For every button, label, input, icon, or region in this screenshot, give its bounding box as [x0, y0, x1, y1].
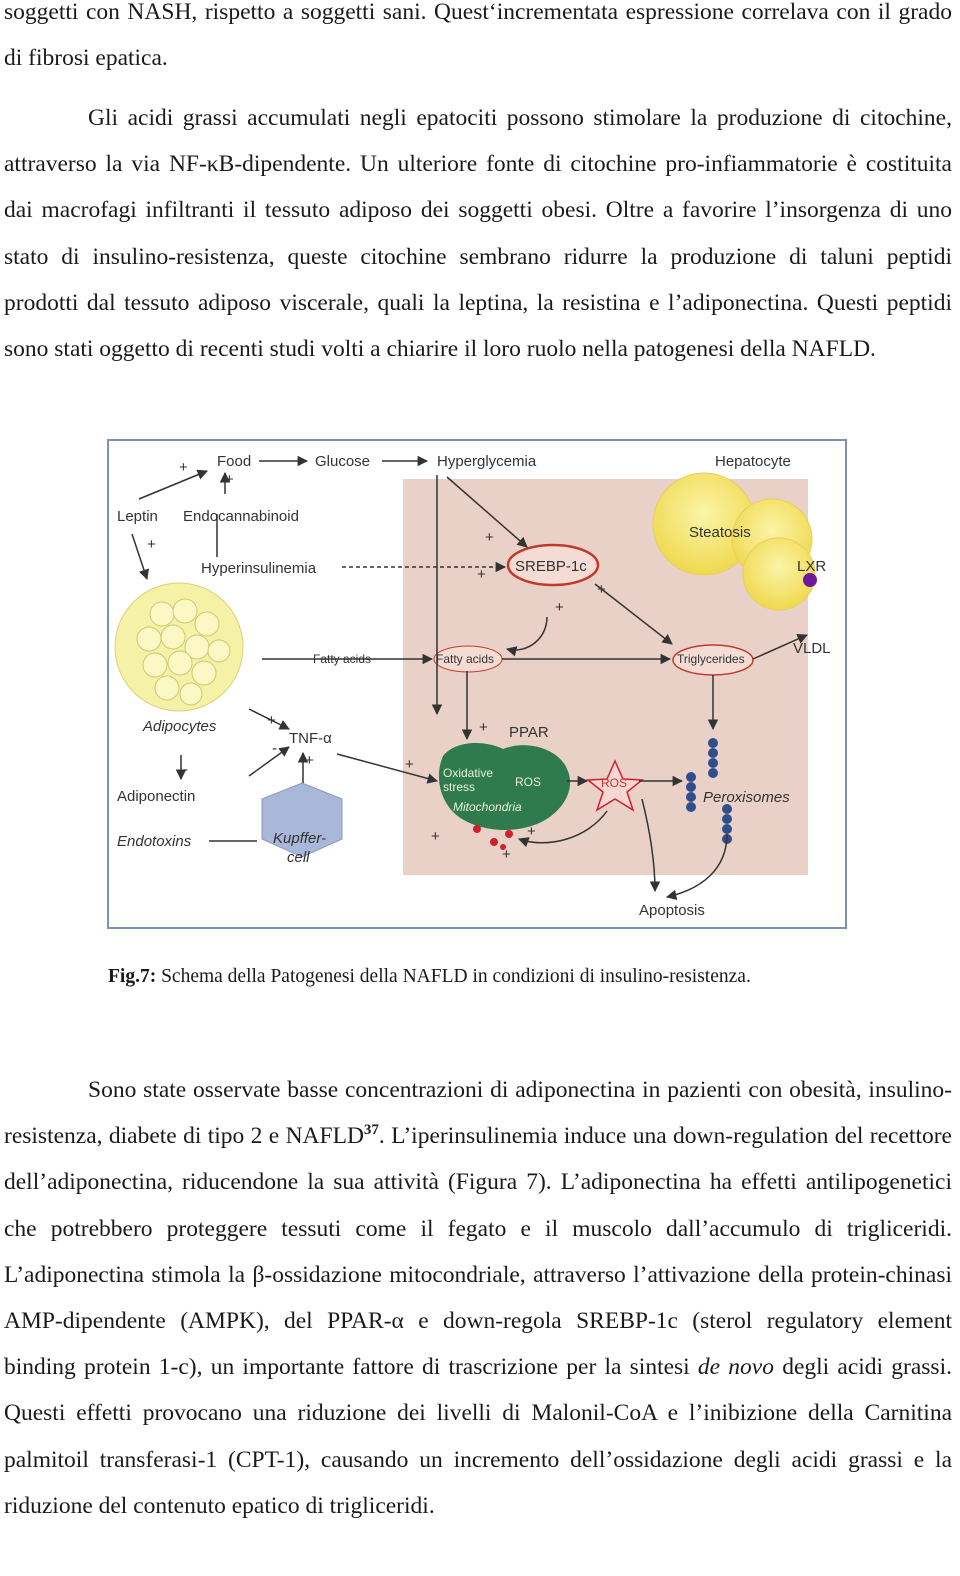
label-stress: stress: [443, 780, 476, 794]
paragraph-2: [4, 95, 952, 372]
svg-text:+: +: [479, 719, 488, 736]
label-fatty-acids-right: Fatty acids: [436, 652, 495, 666]
svg-text:+: +: [431, 828, 440, 845]
label-ppar: PPAR: [509, 724, 549, 741]
label-kupffer-1: Kupffer-: [273, 830, 327, 847]
label-adipocytes: Adipocytes: [143, 718, 217, 735]
paragraph-3-text-c: degli acidi grassi. Questi effetti provocano una riduzione dei livelli di Malonil-CoA e l’inibizione della Carnitina palmitoil transferasi-1 (CPT-1), causando un incremento dell’ossidazione degli acidi grassi e la riduzione del contenuto epatico di trigliceridi.: [4, 1354, 952, 1519]
svg-text:-: -: [183, 761, 188, 778]
lxr-marker: [803, 573, 817, 587]
svg-text:+: +: [527, 823, 536, 840]
label-apoptosis: Apoptosis: [639, 902, 705, 919]
label-tnf: TNF-α: [289, 730, 332, 747]
svg-text:+: +: [405, 756, 414, 773]
svg-text:+: +: [267, 712, 276, 729]
figure-caption: [108, 966, 751, 988]
label-vldl: VLDL: [793, 640, 831, 657]
label-hyperglycemia: Hyperglycemia: [437, 453, 537, 470]
label-fatty-acids-left: Fatty acids: [313, 652, 372, 666]
paragraph-3: [4, 1067, 952, 1529]
label-ros-inner: ROS: [515, 775, 542, 789]
label-endotoxins: Endotoxins: [117, 833, 192, 850]
svg-text:-: -: [272, 740, 277, 757]
svg-text:+: +: [502, 846, 511, 863]
svg-text:+: +: [555, 599, 564, 616]
label-steatosis: Steatosis: [689, 524, 751, 541]
svg-text:+: +: [147, 536, 156, 553]
paragraph-3-italic: de novo: [697, 1354, 774, 1381]
svg-text:+: +: [179, 459, 188, 476]
svg-text:+: +: [597, 581, 606, 598]
label-leptin: Leptin: [117, 508, 158, 525]
label-oxidative: Oxidative: [443, 766, 494, 780]
label-triglycerides: Triglycerides: [677, 652, 745, 666]
label-hepatocyte: Hepatocyte: [715, 453, 791, 470]
label-endocannabinoid: Endocannabinoid: [183, 508, 299, 525]
label-ros-star: ROS: [601, 776, 628, 790]
label-peroxisomes: Peroxisomes: [703, 789, 790, 806]
svg-text:+: +: [485, 529, 494, 546]
svg-text:+: +: [477, 566, 486, 583]
svg-text:+: +: [225, 471, 234, 488]
nafld-pathogenesis-figure: [107, 439, 847, 929]
paragraph-2-text: Gli acidi grassi accumulati negli epatociti possono stimolare la produzione di citochine, attraverso la via NF-κB-dipendente. Un ulteriore fonte di citochine pro-infiammatorie è costituita dai macrofagi infiltranti il tessuto adiposo dei soggetti obesi. Oltre a favorire l’insorgenza di uno stato di insulino-resistenza, queste citochine sembrano ridurre la produzione di taluni peptidi prodotti dal tessuto adiposo viscerale, quali la leptina, la resistina e l’adiponectina. Questi peptidi sono stati oggetto di recenti studi volti a chiarire il loro ruolo nella patogenesi della NAFLD.: [4, 105, 952, 363]
paragraph-3-text-a: Sono state osservate basse concentrazioni di adiponectina in pazienti con obesità, insulino-resistenza, diabete di tipo 2 e NAFLD: [4, 1077, 952, 1150]
citation-superscript: 37: [363, 1122, 379, 1139]
label-adiponectin: Adiponectin: [117, 788, 196, 805]
label-srebp: SREBP-1c: [515, 558, 587, 575]
caption-label: Fig.7:: [108, 966, 157, 987]
label-mitochondria: Mitochondria: [453, 800, 522, 814]
label-hyperinsulinemia: Hyperinsulinemia: [201, 560, 317, 577]
label-food: Food: [217, 453, 252, 470]
label-lxr: LXR: [797, 558, 827, 575]
paragraph-1: soggetti con NASH, rispetto a soggetti sani. Quest‘incrementata espressione correlava con il grado di fibrosi epatica.: [4, 0, 952, 72]
adipocyte-cluster: [115, 583, 243, 711]
label-kupffer-2: cell: [287, 849, 310, 866]
caption-text: Schema della Patogenesi della NAFLD in condizioni di insulino-resistenza.: [156, 966, 751, 987]
label-glucose: Glucose: [315, 453, 371, 470]
paragraph-3-text-b: . L’iperinsulinemia induce una down-regulation del recettore dell’adiponectina, riducendone la sua attività (Figura 7). L’adiponectina ha effetti antilipogenetici che potrebbero proteggere tessuti come il fegato e il muscolo dall’accumulo di trigliceridi. L’adiponectina stimola la β-ossidazione mitocondriale, attraverso l’attivazione della protein-chinasi AMP-dipendente (AMPK), del PPAR-α e down-regola SREBP-1c (sterol regulatory element binding protein 1-c), un importante fattore di trascrizione per la sintesi: [4, 1123, 952, 1381]
svg-text:+: +: [305, 752, 314, 769]
